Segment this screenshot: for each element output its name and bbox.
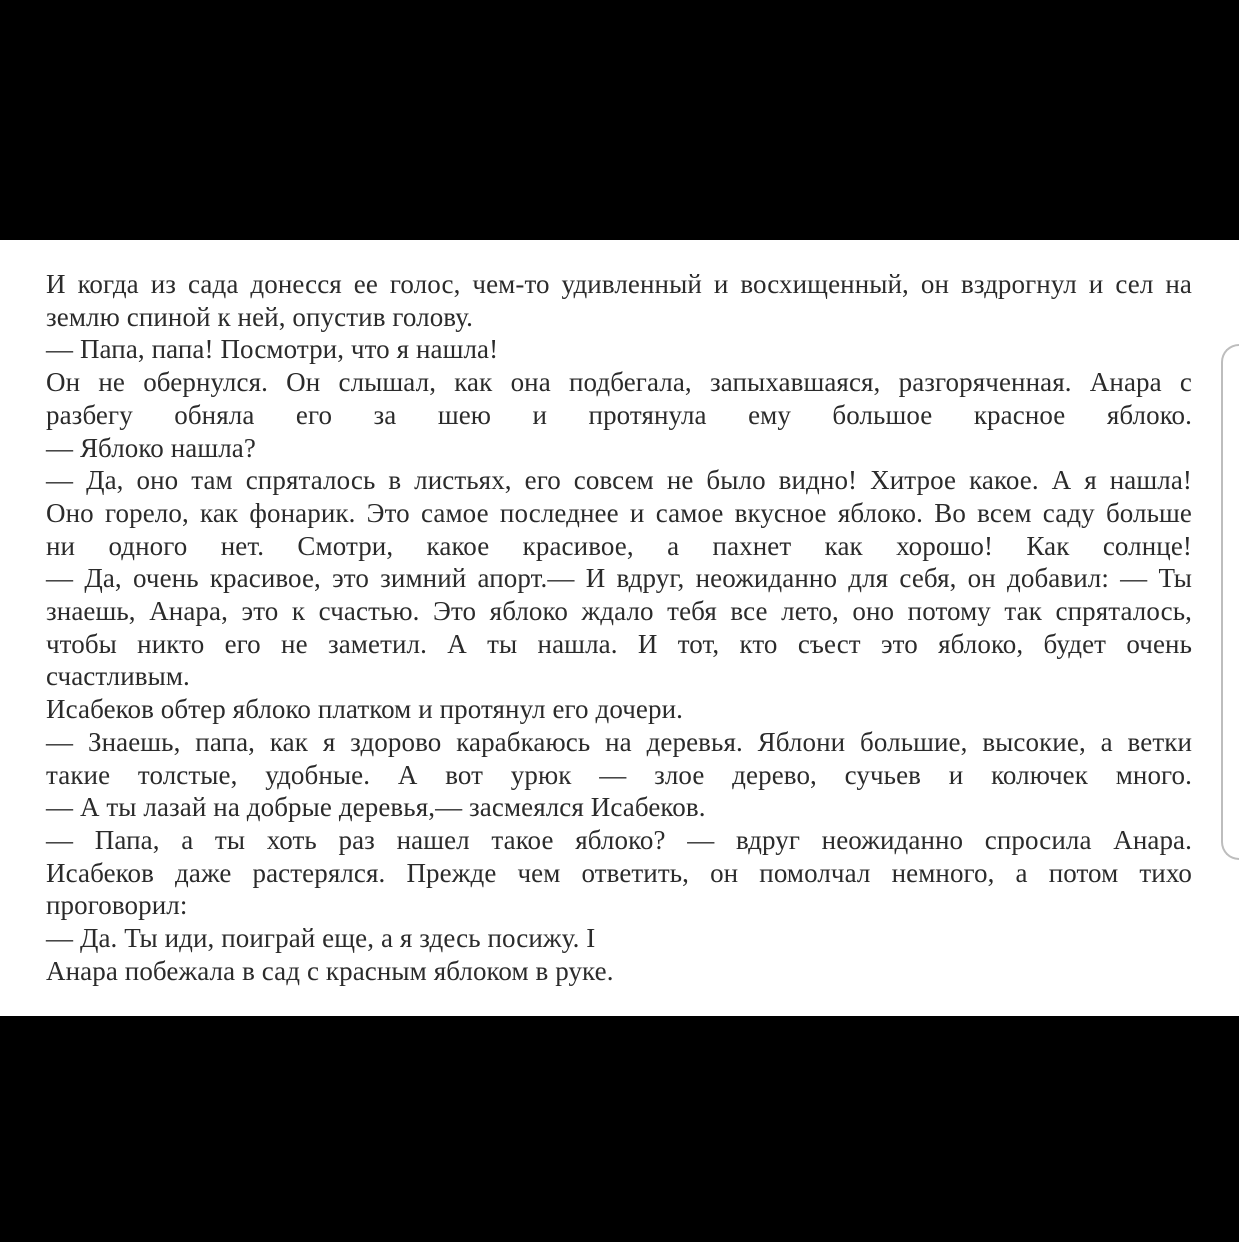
text-line: И когда из сада донесся ее голос, чем-то удивленный и восхищенный, он вздрогнул и сел на [46,269,1192,299]
text-line: — Папа, а ты хоть раз нашел такое яблоко? — вдруг неожиданно спросила Анара. [46,824,1192,855]
text-line: счастливым. [46,661,190,692]
edge-swipe-handle[interactable] [1221,344,1239,860]
text-line: — Да, оно там спряталось в листьях, его совсем не было видно! Хитрое какое. А я нашла! [46,465,1192,496]
document-page [0,240,1239,1016]
text-line: знаешь, Анара, это к счастью. Это яблоко ждало тебя все лето, оно потому так спряталось, [46,596,1192,627]
story-text [46,268,1192,987]
text-line: Он не обернулся. Он слышал, как она подбегала, запыхавшаяся, разгоряченная. Анара с [46,367,1192,398]
text-line: проговорил: [46,890,188,921]
text-line: — А ты лазай на добрые деревья,— засмеялся Исабеков. [46,792,706,823]
text-line: — Да, очень красивое, это зимний апорт.— И вдруг, неожиданно для себя, он добавил: — Ты [46,563,1192,594]
text-line: Анара побежала в сад с красным яблоком в руке. [46,955,614,986]
text-line: чтобы никто его не заметил. А ты нашла. И тот, кто съест это яблоко, будет очень [46,628,1192,659]
text-line: разбегу обняла его за шею и протянула ему большое красное яблоко. [46,399,1192,430]
bottom-black-bar [0,1016,1239,1242]
text-line: — Папа, папа! Посмотри, что я нашла! [46,334,499,365]
text-line: — Знаешь, папа, как я здорово карабкаюсь на деревья. Яблони большие, высокие, а ветки [46,726,1192,757]
text-line: Оно горело, как фонарик. Это самое последнее и самое вкусное яблоко. Во всем саду больше [46,497,1192,528]
text-line: — Яблоко нашла? [46,432,256,463]
text-line: землю спиной к ней, опустив голову. [46,301,473,332]
text-line: ни одного нет. Смотри, какое красивое, а пахнет как хорошо! Как солнце! [46,530,1192,561]
text-line: Исабеков даже растерялся. Прежде чем ответить, он помолчал немного, а потом тихо [46,857,1192,888]
text-line: такие толстые, удобные. А вот урюк — злое дерево, сучьев и колючек много. [46,759,1192,790]
text-line: Исабеков обтер яблоко платком и протянул его дочери. [46,694,683,725]
text-line: — Да. Ты иди, поиграй еще, а я здесь посижу. I [46,923,596,954]
top-black-bar [0,0,1239,240]
